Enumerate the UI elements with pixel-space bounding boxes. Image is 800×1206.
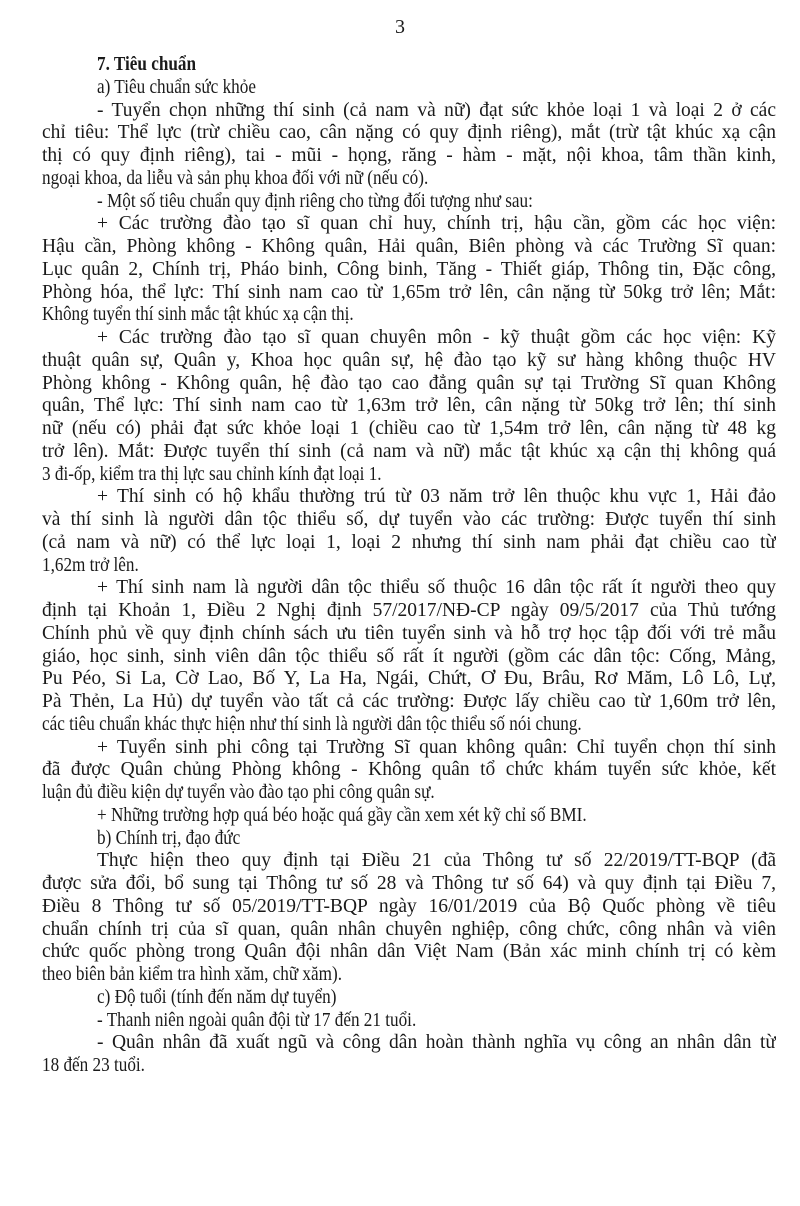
text-line: (cả nam và nữ) có thể lực loại 1, loại 2 nhưng thí sinh nam phải đạt chiều cao từ <box>42 531 776 553</box>
section-heading: 7. Tiêu chuẩn <box>97 54 197 75</box>
text-line: Lục quân 2, Chính trị, Pháo binh, Công binh, Tăng - Thiết giáp, Thông tin, Đặc công, <box>42 258 776 280</box>
text-line: 18 đến 23 tuổi. <box>42 1055 145 1076</box>
text-line: - Một số tiêu chuẩn quy định riêng cho từng đối tượng như sau: <box>97 190 533 212</box>
text-line: định tại Khoản 1, Điều 2 Nghị định 57/2017/NĐ-CP ngày 09/5/2017 của Thủ tướng <box>42 600 776 621</box>
text-line: được sửa đổi, bổ sung tại Thông tư số 28 và Thông tư số 64) và quy định tại Điều 7, <box>42 873 776 894</box>
document-body <box>42 54 776 1078</box>
text-line: + Các trường đào tạo sĩ quan chuyên môn - kỹ thuật gồm các học viện: Kỹ <box>97 327 776 348</box>
text-line: Thực hiện theo quy định tại Điều 21 của Thông tư số 22/2019/TT-BQP (đã <box>97 850 776 872</box>
text-line: thị có quy định riêng), tai - mũi - họng, răng - hàm - mặt, nội khoa, tâm thần kinh, <box>42 145 776 166</box>
text-line: chuẩn chính trị của sĩ quan, quân nhân chuyên nghiệp, công chức, công nhân và viên <box>42 918 776 940</box>
text-line: - Tuyển chọn những thí sinh (cả nam và nữ) đạt sức khỏe loại 1 và loại 2 ở các <box>97 99 776 121</box>
page-number: 3 <box>395 16 405 38</box>
text-line: ngoại khoa, da liễu và sản phụ khoa đối với nữ (nếu có). <box>42 167 429 189</box>
text-line: thuật quân sự, Quân y, Khoa học quân sự, hệ đào tạo kỹ sư hàng không thuộc HV <box>42 349 776 371</box>
text-line: 3 đi-ốp, kiểm tra thị lực sau chỉnh kính đạt loại 1. <box>42 463 382 485</box>
text-line: - Thanh niên ngoài quân đội từ 17 đến 21 tuổi. <box>97 1009 417 1031</box>
text-line: + Thí sinh nam là người dân tộc thiểu số thuộc 16 dân tộc rất ít người theo quy <box>97 577 776 599</box>
text-line: chức quốc phòng trong Quân đội nhân dân Việt Nam (Bản xác minh chính trị có kèm <box>42 941 776 963</box>
text-line: Điều 8 Thông tư số 05/2019/TT-BQP ngày 16/01/2019 của Bộ Quốc phòng về tiêu <box>42 895 776 917</box>
text-line: Phòng không - Không quân, hệ đào tạo cao đẳng quân sự tại Trường Sĩ quan Không <box>42 372 776 394</box>
text-line: các tiêu chuẩn khác thực hiện như thí sinh là người dân tộc thiểu số nói chung. <box>42 713 582 735</box>
text-line: và thí sinh là người dân tộc thiểu số, dự tuyển vào các trường: Được tuyển thí sinh <box>42 509 776 530</box>
text-line: + Thí sinh có hộ khẩu thường trú từ 03 năm trở lên thuộc khu vực 1, Hải đảo <box>97 486 776 508</box>
text-line: Phòng hóa, thể lực: Thí sinh nam cao từ 1,65m trở lên, cân nặng từ 50kg trở lên; Mắt: <box>42 281 776 303</box>
text-line: quân, Thể lực: Thí sinh nam cao từ 1,63m trở lên, cân nặng từ 50kg trở lên; thí sinh <box>42 395 776 417</box>
text-line: giáo, học sinh, sinh viên dân tộc thiểu số rất ít người (gồm các dân tộc: Cống, Mảng, <box>42 645 776 667</box>
text-line: Chính phủ về quy định chính sách ưu tiên tuyển sinh và hỗ trợ học tập đối với trẻ mẫu <box>42 622 776 644</box>
text-line: chỉ tiêu: Thể lực (trừ chiều cao, cân nặng có quy định riêng), mắt (trừ tật khúc xạ cận <box>42 122 776 144</box>
text-line: trở lên). Mắt: Được tuyển thí sinh (cả nam và nữ) mắc tật khúc xạ cận thị không quá <box>42 440 776 462</box>
text-line: 1,62m trở lên. <box>42 554 139 576</box>
text-line: + Những trường hợp quá béo hoặc quá gầy cần xem xét kỹ chỉ số BMI. <box>97 804 587 826</box>
text-line: Pà Thẻn, La Hủ) dự tuyển vào tất cả các trường: Được lấy chiều cao từ 1,60m trở lên, <box>42 691 776 712</box>
text-line: + Các trường đào tạo sĩ quan chỉ huy, chính trị, hậu cần, gồm các học viện: <box>97 213 776 235</box>
text-line: + Tuyển sinh phi công tại Trường Sĩ quan không quân: Chỉ tuyển chọn thí sinh <box>97 736 776 758</box>
text-line: đã được Quân chủng Phòng không - Không quân tổ chức khám tuyển sức khỏe, kết <box>42 759 776 781</box>
text-line: Pu Péo, Si La, Cờ Lao, Bố Y, La Ha, Ngái, Chứt, Ơ Đu, Brâu, Rơ Măm, Lô Lô, Lự, <box>42 668 776 690</box>
text-line: theo biên bản kiểm tra hình xăm, chữ xăm). <box>42 964 342 985</box>
text-line: Hậu cần, Phòng không - Không quân, Hải quân, Biên phòng và các Trường Sĩ quan: <box>42 236 776 257</box>
text-line: b) Chính trị, đạo đức <box>97 827 241 849</box>
text-line: Không tuyển thí sinh mắc tật khúc xạ cận thị. <box>42 304 354 326</box>
text-line: a) Tiêu chuẩn sức khỏe <box>97 76 256 98</box>
text-line: luận đủ điều kiện dự tuyển vào đào tạo phi công quân sự. <box>42 782 435 803</box>
text-line: c) Độ tuổi (tính đến năm dự tuyển) <box>97 986 337 1008</box>
text-line: nữ (nếu có) phải đạt sức khỏe loại 1 (chiều cao từ 1,54m trở lên, cân nặng từ 48 kg <box>42 418 776 439</box>
text-line: - Quân nhân đã xuất ngũ và công dân hoàn thành nghĩa vụ công an nhân dân từ <box>97 1032 776 1054</box>
